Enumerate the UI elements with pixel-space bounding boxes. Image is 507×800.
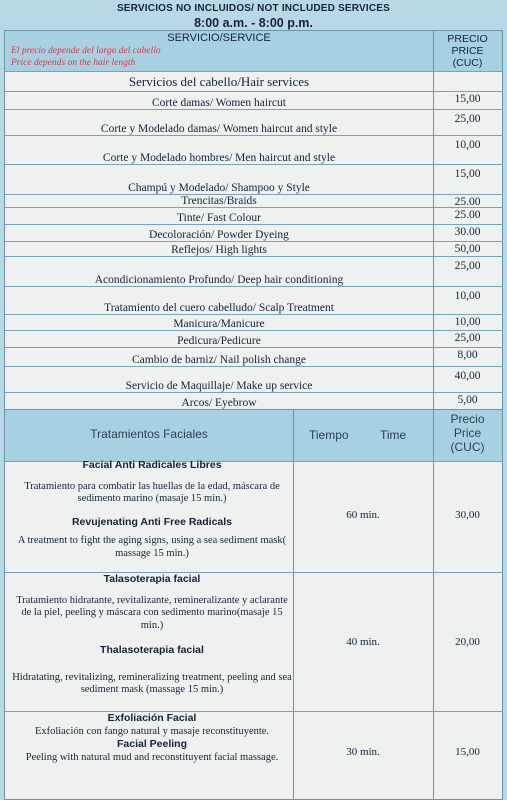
service-price: 8,00 — [457, 349, 478, 361]
service-column-header: SERVICIO/SERVICE — [167, 32, 271, 44]
service-name: Trencitas/Braids — [181, 195, 257, 207]
facial-3-price: 15,00 — [455, 746, 480, 758]
facial-3-desc-en: Peeling with natural mud and reconstituyent facial massage. — [25, 751, 279, 763]
hair-section-title: Servicios del cabello/Hair services — [128, 74, 310, 89]
time-header-en: Time — [380, 428, 407, 442]
facial-title: Tratamientos Faciales — [90, 427, 208, 441]
service-price: 10,00 — [454, 139, 481, 151]
time-header-es: Tiempo — [309, 428, 349, 442]
service-price: 25,00 — [454, 260, 481, 272]
time-column-divider — [293, 409, 294, 799]
facial-1-desc-es: Tratamiento para combatir las huellas de la edad, máscara de sedimento marino (masaje 15 min.) — [24, 480, 280, 504]
service-price: 10,00 — [454, 290, 481, 302]
service-name: Corte damas/ Women haircut — [152, 97, 286, 109]
service-price: 25,00 — [454, 113, 481, 125]
service-price: 15,00 — [454, 93, 481, 105]
service-price: 10,00 — [454, 316, 481, 328]
service-row — [5, 347, 502, 367]
service-row — [5, 314, 502, 331]
price-header-es: PRECIO — [447, 33, 488, 45]
price-column-header — [433, 33, 502, 69]
service-price: 40,00 — [454, 370, 481, 382]
length-note-en: Price depends on the hair length — [11, 58, 136, 68]
facial-1-desc-en: A treatment to fight the aging signs, using a sea sediment mask( massage 15 min.) — [17, 535, 287, 559]
facial-3-time: 30 min. — [346, 746, 380, 758]
service-name: Servicio de Maquillaje/ Make up service — [125, 380, 313, 392]
opening-hours: 8:00 a.m. - 8:00 p.m. — [194, 16, 313, 30]
service-price: 25.00 — [454, 209, 481, 221]
service-price: 15,00 — [454, 168, 481, 180]
service-row — [5, 366, 502, 393]
service-name: Cambio de barniz/ Nail polish change — [131, 354, 307, 366]
service-name: Champú y Modelado/ Shampoo y Style — [128, 182, 310, 194]
service-price: 5,00 — [457, 394, 478, 406]
service-name: Corte y Modelado damas/ Women haircut and style — [100, 123, 338, 135]
service-name: Acondicionamiento Profundo/ Deep hair conditioning — [94, 274, 344, 286]
service-row — [5, 256, 502, 287]
service-row — [5, 91, 502, 110]
facial-1-text — [11, 459, 293, 560]
facial-3-desc-es: Exfoliación con fango natural y masaje reconstituyente. — [34, 725, 270, 737]
service-row — [5, 135, 502, 165]
facial-2-title-en: Thalasoterapia facial — [100, 644, 204, 656]
service-name: Arcos/ Eyebrow — [181, 397, 257, 409]
service-price: 30.00 — [454, 226, 481, 238]
service-row — [5, 286, 502, 315]
service-price: 25.00 — [454, 196, 481, 208]
service-name: Corte y Modelado hombres/ Men haircut and style — [102, 152, 336, 164]
service-name: Reflejos/ High lights — [171, 244, 267, 256]
facial-3-title-es: Exfoliación Facial — [107, 712, 197, 724]
not-included-heading: SERVICIOS NO INCLUIDOS/ NOT INCLUDED SERVICES — [116, 3, 391, 14]
service-name: Tinte/ Fast Colour — [177, 212, 261, 224]
facial-price-header — [433, 412, 502, 454]
length-note-es: El precio depende del largo del cabello — [11, 46, 161, 56]
service-price: 50,00 — [454, 243, 481, 255]
facial-2-text — [11, 573, 293, 697]
facial-currency: (CUC) — [450, 440, 485, 454]
price-column-divider — [433, 31, 434, 799]
service-name: Tratamiento del cuero cabelludo/ Scalp Treatment — [104, 302, 334, 314]
service-row — [5, 330, 502, 348]
facial-2-title-es: Talasoterapia facial — [103, 573, 201, 585]
service-row — [5, 109, 502, 136]
service-row — [5, 392, 502, 410]
service-row — [5, 194, 502, 208]
service-name: Decoloración/ Powder Dyeing — [149, 229, 289, 241]
facial-2-time: 40 min. — [346, 636, 380, 648]
facial-1-time: 60 min. — [346, 509, 380, 521]
facial-price-es: Precio — [450, 412, 485, 426]
facial-2-desc-es: Tratamiento hidratante, revitalizante, remineralizante y aclarante de la piel, peeling y máscara con sedimento marino(masaje 15 min.) — [16, 594, 288, 631]
price-list-table — [4, 30, 503, 800]
facial-price-en: Price — [453, 426, 482, 440]
price-header-en: PRICE — [451, 45, 484, 57]
service-name: Pedicura/Pedicure — [177, 335, 261, 347]
facial-2-desc-en: Hidratating, revitalizing, remineralizing treatment, peeling and sea sediment mask (massage 15 min.) — [12, 671, 292, 695]
facial-1-price: 30,00 — [455, 509, 480, 521]
facial-3-title-en: Facial Peeling — [116, 738, 188, 750]
facial-1-title-es: Facial Anti Radicales Libres — [82, 459, 222, 471]
service-name: Manicura/Manicure — [173, 318, 265, 330]
service-row — [5, 207, 502, 225]
service-row — [5, 241, 502, 257]
service-row — [5, 164, 502, 195]
service-price: 25,00 — [454, 332, 481, 344]
facial-2-price: 20,00 — [455, 636, 480, 648]
facial-1-title-en: Revujenating Anti Free Radicals — [71, 515, 233, 528]
currency-label: (CUC) — [452, 57, 483, 69]
facial-3-text — [11, 712, 293, 764]
service-row — [5, 224, 502, 242]
